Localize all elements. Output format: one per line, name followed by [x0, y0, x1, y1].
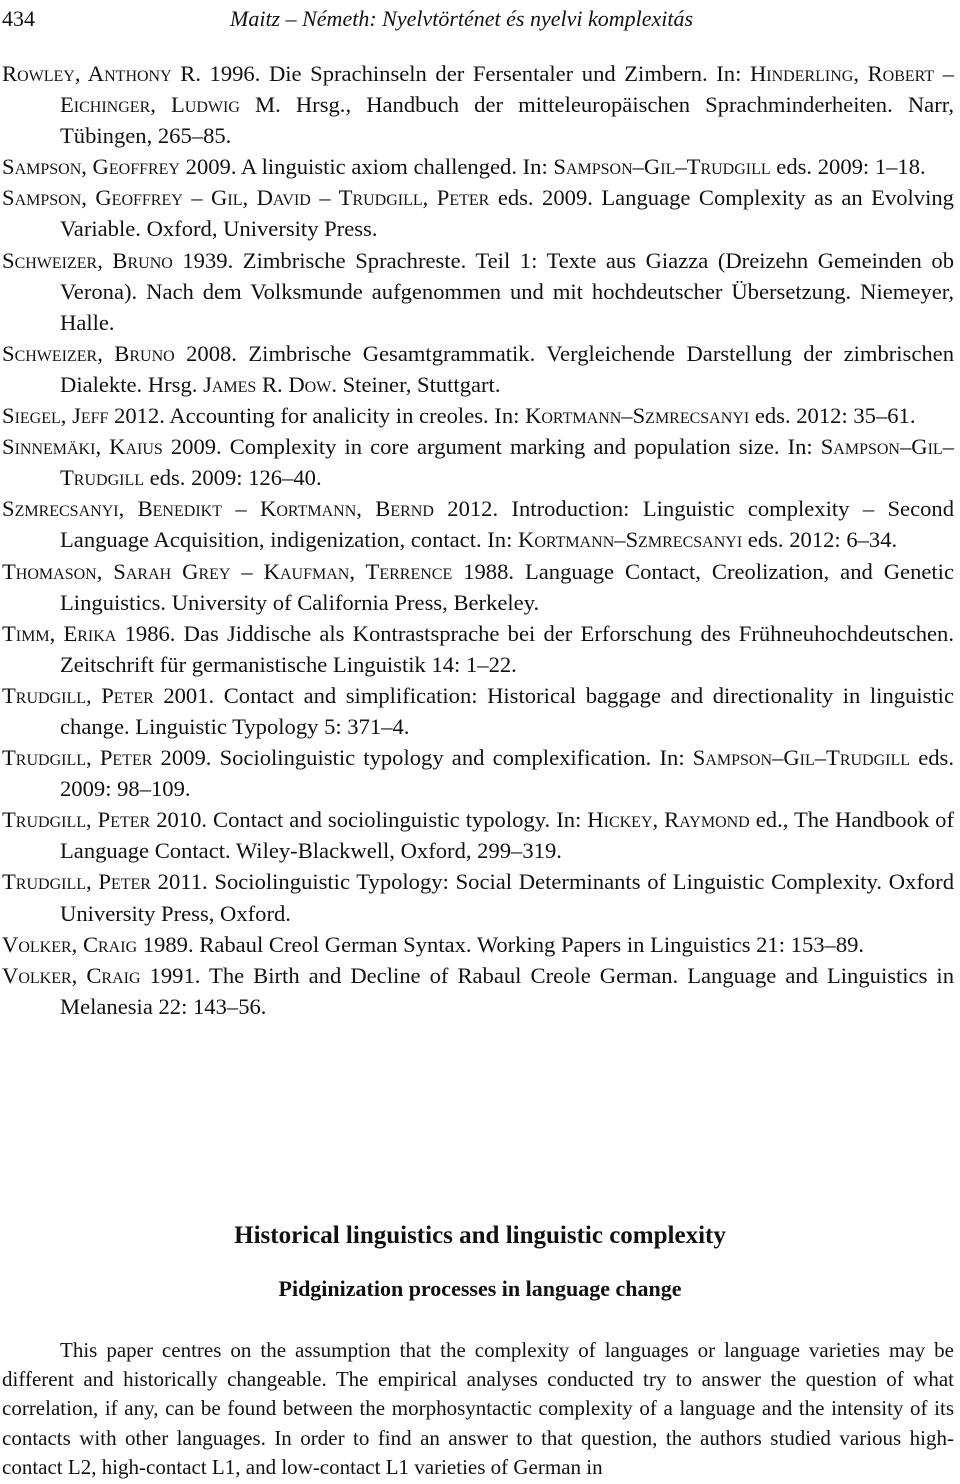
reference-entry: [2, 151, 954, 182]
reference-entry: [2, 245, 954, 338]
reference-text: 2012. Accounting for analicity in creoles. In:: [108, 403, 526, 429]
reference-author: Trudgill, Peter: [2, 745, 153, 771]
reference-author: Szmrecsanyi, Benedikt – Kortmann, Bernd: [2, 496, 434, 522]
reference-entry: [2, 556, 954, 618]
reference-entry: [2, 182, 954, 244]
reference-author: Trudgill, Peter: [2, 869, 151, 895]
reference-entry: [2, 493, 954, 555]
reference-text: 2012. Introduction: Linguistic complexity – Second Language Acquisition, indigenization, contact. In:: [60, 496, 955, 553]
reference-author: Schweizer, Bruno: [2, 340, 175, 366]
abstract-body: This paper centres on the assumption that the complexity of languages or language varieties may be different and historically changeable. The empirical analyses conducted try to answer the question of what correlation, if any, can be found between the morphosyntactic complexity of a language and the intensity of its contacts with other languages. In order to find an answer to that question, the authors studied various high-contact L2, high-contact L1, and low-contact L1 varieties of German in: [2, 1338, 954, 1479]
reference-text: 1986. Das Jiddische als Kontrastsprache bei der Erforschung des Frühneuhochdeutschen. Zeitschrift für germanistische Linguistik 14: 1–22.: [60, 620, 954, 677]
reference-entry: [2, 338, 954, 400]
reference-author: Trudgill, Peter: [2, 682, 154, 708]
reference-text: 2011. Sociolinguistic Typology: Social Determinants of Linguistic Complexity. Oxford University Press, Oxford.: [60, 869, 954, 926]
reference-entry: [2, 400, 954, 431]
reference-text: 2001. Contact and simplification: Historical baggage and directionality in linguistic change. Linguistic Typology 5: 371–4.: [60, 682, 954, 739]
reference-text: 2009. A linguistic axiom challenged. In:: [180, 154, 554, 180]
abstract-subtitle: Pidginization processes in language change: [278, 1276, 682, 1301]
reference-author: Thomason, Sarah Grey – Kaufman, Terrence: [2, 558, 453, 584]
reference-text: R. 1996. Die Sprachinseln der Fersentaler und Zimbern. In:: [171, 61, 750, 86]
reference-text: 1989. Rabaul Creol German Syntax. Working Papers in Linguistics 21: 153–89.: [137, 931, 865, 957]
reference-entry: [2, 929, 954, 960]
reference-text: 1991. The Birth and Decline of Rabaul Creole German. Language and Linguistics in Melanesia 22: 143–56.: [60, 962, 954, 1019]
reference-text: 2010. Contact and sociolinguistic typology. In:: [150, 807, 588, 833]
reference-entry: [2, 680, 954, 742]
reference-author: Siegel, Jeff: [2, 403, 109, 429]
reference-text: M. Hrsg., Handbuch der mitteleuropäischen Sprachminderheiten. Narr, Tübingen, 265–85.: [60, 92, 954, 149]
reference-text: eds. 2012: 6–34.: [742, 527, 898, 553]
reference-author: Sampson, Geoffrey: [2, 154, 180, 180]
reference-text: eds. 2009: 126–40.: [144, 465, 322, 491]
reference-text: 2008. Zimbrische Gesamtgrammatik. Vergleichende Darstellung der zimbrischen Dialekte. Hrsg.: [60, 340, 954, 397]
abstract-title: Historical linguistics and linguistic complexity: [234, 1222, 726, 1249]
reference-author: Sampson, Geoffrey – Gil, David – Trudgill, Peter: [2, 185, 490, 211]
reference-author: Hickey, Raymond: [587, 807, 750, 833]
reference-entry: [2, 618, 954, 680]
reference-author: Trudgill, Peter: [2, 807, 151, 833]
reference-author: Sampson–Gil–Trudgill: [692, 745, 911, 771]
reference-author: Rowley, Anthony: [2, 61, 172, 86]
reference-author: Timm, Erika: [2, 620, 117, 646]
reference-entry: [2, 431, 954, 493]
reference-author: Sampson–Gil–Trudgill: [553, 154, 771, 180]
reference-text: 2009. Sociolinguistic typology and complexification. In:: [152, 745, 693, 771]
reference-text: . Steiner, Stuttgart.: [331, 371, 501, 397]
reference-author: Volker, Craig: [2, 962, 141, 988]
reference-author: Kortmann–Szmrecsanyi: [525, 403, 750, 429]
reference-author: Sinnemäki, Kaius: [2, 434, 163, 460]
reference-text: 2009. Complexity in core argument marking and population size. In:: [162, 434, 821, 460]
reference-list: [2, 58, 954, 1022]
reference-text: eds. 2012: 35–61.: [749, 403, 916, 429]
reference-text: ed., The Handbook of Language Contact. Wiley-Blackwell, Oxford, 299–319.: [60, 807, 954, 864]
reference-text: eds. 2009: 98–109.: [60, 745, 954, 802]
page-number: 434: [2, 6, 35, 31]
page-header: [0, 4, 960, 34]
reference-entry: [2, 866, 954, 928]
reference-author: James: [203, 371, 257, 397]
reference-author: Hinderling, Robert – Eichinger, Ludwig: [60, 61, 954, 118]
reference-text: eds. 2009: 1–18.: [770, 154, 926, 180]
reference-author: Volker, Craig: [2, 931, 138, 957]
reference-entry: [2, 742, 954, 804]
reference-text: 1939. Zimbrische Sprachreste. Teil 1: Texte aus Giazza (Dreizehn Gemeinden ob Verona). Nach dem Volksmunde aufgenommen und mit hochdeutscher Übersetzung. Niemeyer, Halle.: [60, 247, 954, 335]
reference-entry: [2, 58, 954, 151]
reference-author: Kortmann–Szmrecsanyi: [518, 527, 743, 553]
reference-text: 1988. Language Contact, Creolization, and Genetic Linguistics. University of California Press, Berkeley.: [60, 558, 954, 615]
reference-author: Schweizer, Bruno: [2, 247, 173, 273]
reference-entry: [2, 960, 954, 1022]
reference-author: Sampson–Gil–Trudgill: [60, 434, 954, 491]
reference-text: R.: [256, 371, 289, 397]
reference-author: Dow: [288, 371, 332, 397]
reference-entry: [2, 804, 954, 866]
running-title: Maitz – Németh: Nyelvtörténet és nyelvi komplexitás: [230, 6, 694, 31]
reference-text: eds. 2009. Language Complexity as an Evolving Variable. Oxford, University Press.: [60, 185, 954, 242]
